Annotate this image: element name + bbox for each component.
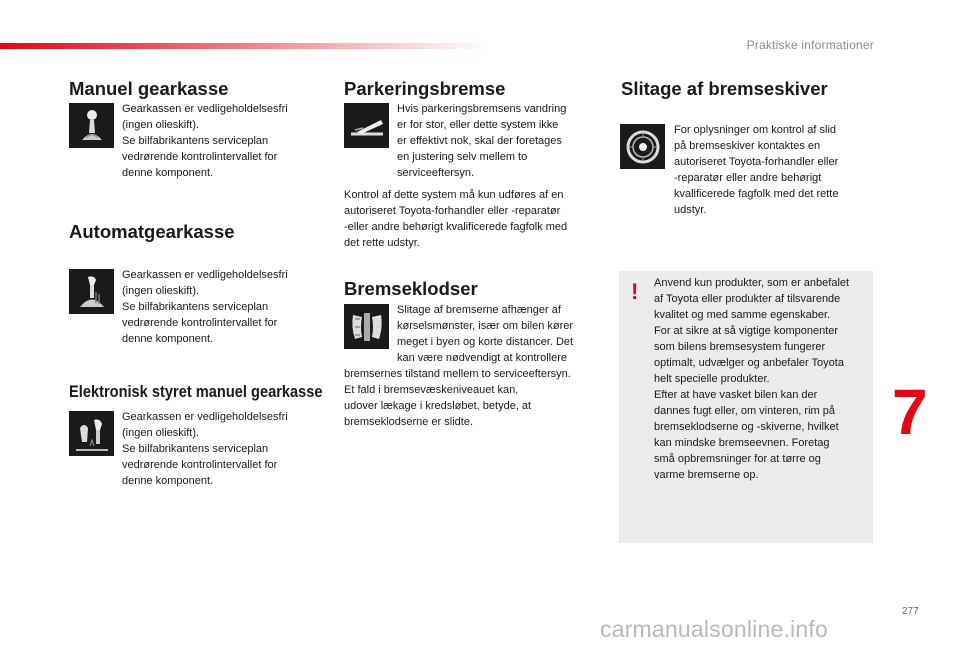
text-manual-gearbox: Gearkassen er vedligeholdelsesfri (ingen olieskift). Se bilfabrikantens serviceplan vedrørende kontrolintervallet for denne komponent. bbox=[122, 103, 288, 179]
heading-manual-gearbox: Manuel gearkasse bbox=[69, 78, 229, 99]
top-accent-bar bbox=[0, 43, 490, 49]
automatic-gear-icon bbox=[69, 269, 114, 314]
parking-brake-icon bbox=[344, 103, 389, 148]
manual-gear-icon bbox=[69, 103, 114, 148]
text-parking-brake-check: Kontrol af dette system må kun udføres af en autoriseret Toyota-forhandler eller -reparatør -eller andre behørigt kvalificerede fagfolk med det rette udstyr. bbox=[344, 189, 568, 249]
heading-parking-brake: Parkeringsbremse bbox=[344, 78, 506, 99]
text-brake-pads-cont: bremsernes tilstand mellem to serviceeftersyn. Et fald i bremsevæskeniveauet kan, udover lækage i kredsløbet, betyde, at bremseklodserne er slidte. bbox=[344, 368, 571, 428]
heading-automatic-gearbox: Automatgearkasse bbox=[69, 221, 235, 242]
text-warning: Anvend kun produkter, som er anbefalet af Toyota eller produkter af tilsvarende kvalitet og med samme egenskaber. For at sikre at så vigtige komponenter som bilens bremsesystem fungerer optimalt, udvælger og anbefaler Toyota helt specielle produkter. Efter at have vasket bilen kan der dannes fugt eller, om vinteren, rim på bremseklodserne og -skiverne, hvilket kan mindske bremseevnen. Foretag små opbremsninger for at tørre og varme bremserne op. bbox=[654, 277, 850, 481]
text-automatic-gearbox: Gearkassen er vedligeholdelsesfri (ingen olieskift). Se bilfabrikantens serviceplan vedrørende kontrolintervallet for denne komponent. bbox=[122, 269, 288, 345]
watermark: carmanualsonline.info bbox=[600, 616, 828, 642]
heading-electronic-gearbox: Elektronisk styret manuel gearkasse bbox=[69, 382, 323, 401]
heading-brake-discs: Slitage af bremseskiver bbox=[621, 78, 828, 99]
warning-icon: ! bbox=[631, 279, 639, 304]
text-brake-discs: For oplysninger om kontrol af slid på bremseskiver kontaktes en autoriseret Toyota-forhandler eller -reparatør eller andre behørigt kvalificerede fagfolk med det rette udstyr. bbox=[674, 124, 839, 216]
page-number: 277 bbox=[902, 606, 919, 617]
text-electronic-gearbox: Gearkassen er vedligeholdelsesfri (ingen olieskift). Se bilfabrikantens serviceplan vedrørende kontrolintervallet for denne komponent. bbox=[122, 411, 288, 487]
section-header-title: Praktiske informationer bbox=[746, 38, 874, 52]
electronic-gear-icon bbox=[69, 411, 114, 456]
brake-disc-icon bbox=[620, 124, 665, 169]
text-brake-pads: Slitage af bremserne afhænger af kørselsmønster, især om bilen kører meget i byen og korte distancer. Det kan være nødvendigt at kontrollere bbox=[397, 304, 574, 364]
brake-pads-icon bbox=[344, 304, 389, 349]
text-parking-brake: Hvis parkeringsbremsens vandring er for stor, eller dette system ikke er effektivt nok, skal der foretages en justering selv mellem to serviceeftersyn. bbox=[397, 103, 567, 179]
heading-brake-pads: Bremseklodser bbox=[344, 278, 478, 299]
chapter-number: 7 bbox=[892, 376, 928, 448]
